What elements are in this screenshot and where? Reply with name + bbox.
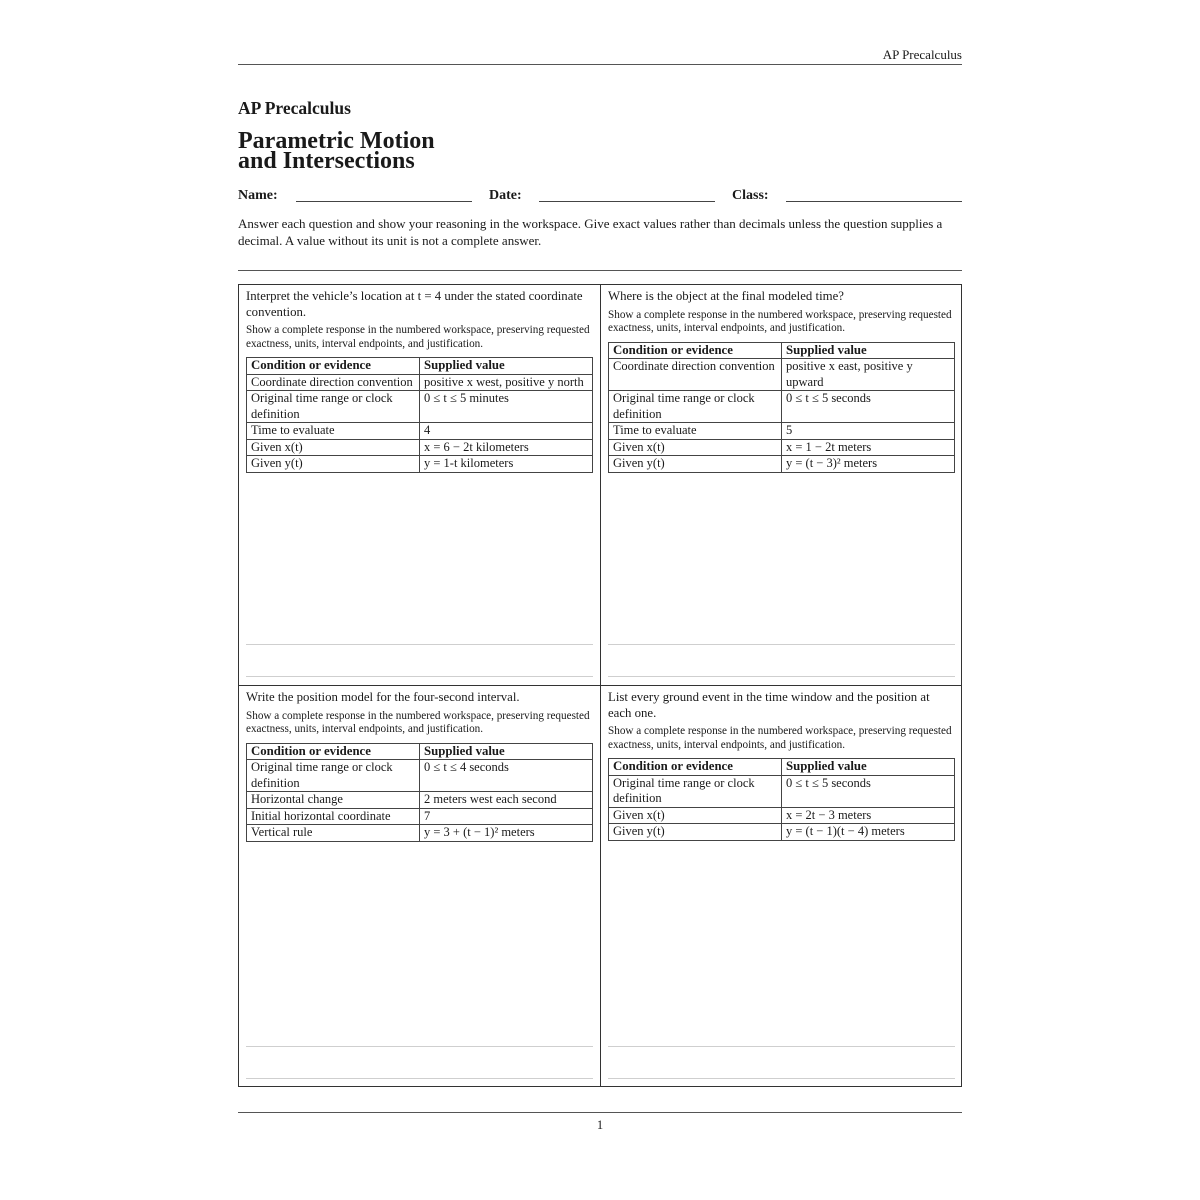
title-line-2: and Intersections [238,148,415,174]
table-row [247,760,593,792]
evidence-table [246,743,593,842]
question-cell-3 [246,690,593,842]
value-cell: 2 meters west each second [420,792,593,809]
value-cell: 0 ≤ t ≤ 5 seconds [782,775,955,807]
value-cell: 7 [420,808,593,825]
value-cell: y = 1-t kilometers [420,456,593,473]
evidence-table [608,758,955,841]
worksheet-page [238,0,962,1200]
question-cell-4 [608,690,955,841]
workspace-line[interactable] [246,676,593,677]
class-label: Class: [732,188,769,203]
header-rule [238,64,962,65]
column-header-condition: Condition or evidence [609,342,782,359]
value-cell: 5 [782,423,955,440]
workspace-line[interactable] [608,676,955,677]
question-grid [238,284,962,1087]
question-prompt: Interpret the vehicle’s location at t = 4 under the stated coordinate convention. [246,289,583,319]
table-row [247,423,593,440]
footer-rule [238,1112,962,1113]
value-cell: 0 ≤ t ≤ 5 seconds [782,391,955,423]
table-row [609,391,955,423]
column-header-value: Supplied value [420,358,593,375]
student-info-row [238,188,962,208]
column-header-value: Supplied value [420,743,593,760]
condition-cell: Original time range or clock definition [609,391,782,423]
evidence-table [246,357,593,473]
condition-cell: Original time range or clock definition [609,775,782,807]
worksheet-title [238,128,435,174]
table-row [247,374,593,391]
value-cell: positive x west, positive y north [420,374,593,391]
table-row [247,808,593,825]
page-number: 1 [596,1118,604,1132]
date-field[interactable] [539,201,715,202]
table-row [247,391,593,423]
condition-cell: Original time range or clock definition [247,760,420,792]
table-row [609,807,955,824]
value-cell: 0 ≤ t ≤ 5 minutes [420,391,593,423]
table-row [609,423,955,440]
table-header-row [609,342,955,359]
response-instructions: Show a complete response in the numbered workspace, preserving requested exactness, units, interval endpoints, and justification. [608,308,952,334]
response-instructions: Show a complete response in the numbered workspace, preserving requested exactness, units, interval endpoints, and justification. [608,725,952,751]
condition-cell: Given y(t) [247,456,420,473]
name-field[interactable] [296,201,472,202]
date-label: Date: [489,188,522,203]
condition-cell: Given x(t) [609,439,782,456]
condition-cell: Time to evaluate [609,423,782,440]
table-row [247,439,593,456]
table-header-row [247,358,593,375]
condition-cell: Time to evaluate [247,423,420,440]
value-cell: y = (t − 1)(t − 4) meters [782,824,955,841]
value-cell: y = (t − 3)² meters [782,456,955,473]
value-cell: 4 [420,423,593,440]
value-cell: y = 3 + (t − 1)² meters [420,825,593,842]
workspace-line[interactable] [608,1046,955,1047]
condition-cell: Given x(t) [609,807,782,824]
table-row [609,775,955,807]
workspace-line[interactable] [608,1078,955,1079]
table-row [609,456,955,473]
response-instructions: Show a complete response in the numbered workspace, preserving requested exactness, units, interval endpoints, and justification. [246,709,590,735]
table-row [609,359,955,391]
title-line-1: Parametric Motion [238,128,435,154]
question-prompt: List every ground event in the time window and the position at each one. [608,690,930,720]
workspace-line[interactable] [608,644,955,645]
table-row [609,439,955,456]
table-header-row [247,743,593,760]
running-head: AP Precalculus [882,47,962,62]
question-cell-1 [246,289,593,473]
instructions: Answer each question and show your reasoning in the workspace. Give exact values rather than decimals unless the question supplies a decimal. A value without its unit is not a complete answer. [238,216,943,248]
workspace-line[interactable] [246,1078,593,1079]
condition-cell: Coordinate direction convention [609,359,782,391]
column-header-condition: Condition or evidence [609,759,782,776]
condition-cell: Vertical rule [247,825,420,842]
column-header-value: Supplied value [782,759,955,776]
column-header-condition: Condition or evidence [247,358,420,375]
value-cell: 0 ≤ t ≤ 4 seconds [420,760,593,792]
name-label: Name: [238,188,278,203]
table-header-row [609,759,955,776]
table-row [247,792,593,809]
section-rule [238,270,962,271]
course-name: AP Precalculus [238,98,351,118]
value-cell: x = 2t − 3 meters [782,807,955,824]
table-row [609,824,955,841]
grid-divider-horizontal [239,685,961,686]
condition-cell: Coordinate direction convention [247,374,420,391]
condition-cell: Initial horizontal coordinate [247,808,420,825]
class-field[interactable] [786,201,962,202]
workspace-line[interactable] [246,644,593,645]
value-cell: x = 1 − 2t meters [782,439,955,456]
question-cell-2 [608,289,955,473]
evidence-table [608,342,955,473]
column-header-condition: Condition or evidence [247,743,420,760]
response-instructions: Show a complete response in the numbered workspace, preserving requested exactness, units, interval endpoints, and justification. [246,324,590,350]
question-prompt: Where is the object at the final modeled time? [608,289,844,303]
condition-cell: Given y(t) [609,456,782,473]
value-cell: positive x east, positive y upward [782,359,955,391]
condition-cell: Given x(t) [247,439,420,456]
condition-cell: Horizontal change [247,792,420,809]
condition-cell: Original time range or clock definition [247,391,420,423]
question-prompt: Write the position model for the four-second interval. [246,690,520,704]
column-header-value: Supplied value [782,342,955,359]
condition-cell: Given y(t) [609,824,782,841]
workspace-line[interactable] [246,1046,593,1047]
table-row [247,456,593,473]
table-row [247,825,593,842]
value-cell: x = 6 − 2t kilometers [420,439,593,456]
